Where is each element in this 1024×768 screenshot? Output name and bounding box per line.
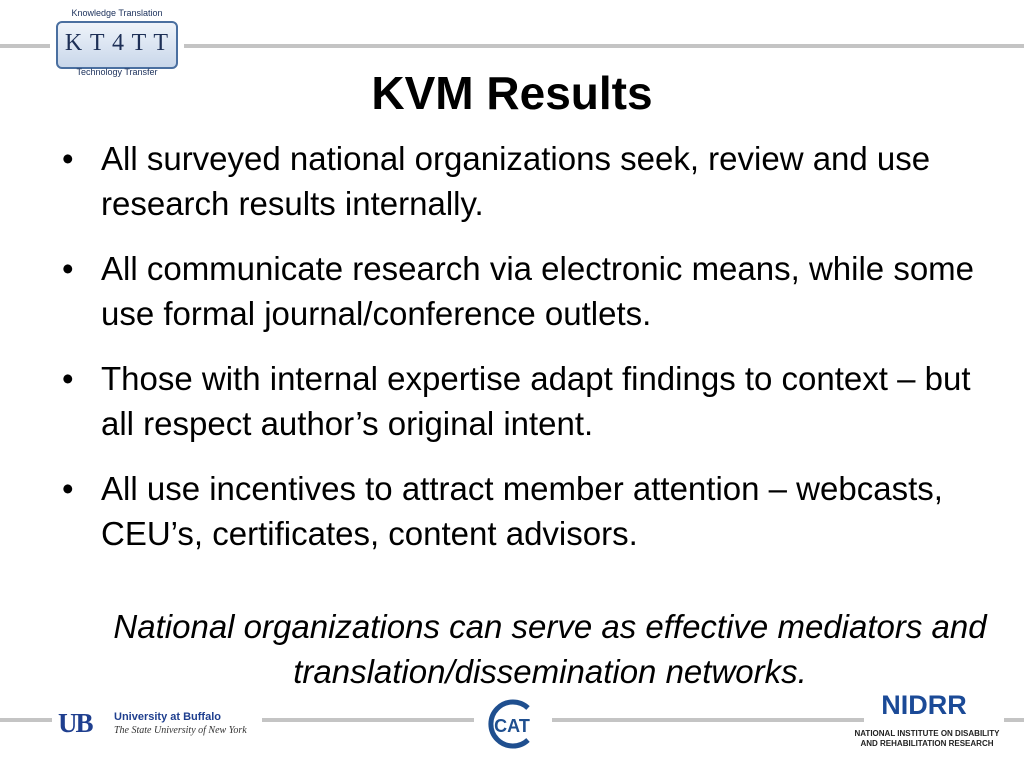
nidrr-line1: NATIONAL INSTITUTE ON DISABILITY (854, 729, 1000, 738)
university-at-buffalo-logo (58, 708, 268, 744)
bullet-item (62, 356, 1012, 446)
bottom-rule (552, 718, 864, 722)
top-rule-right (184, 44, 1024, 48)
kt4tt-logo-line2: Technology Transfer (76, 67, 158, 77)
bullet-item (62, 136, 1012, 226)
bullet-text: All surveyed national organizations seek, review and use research results internally. (101, 140, 931, 222)
bullet-marker: • (62, 250, 74, 287)
top-rule-left (0, 44, 50, 48)
bullet-marker: • (62, 470, 74, 507)
kt4tt-logo-letters: K T 4 T T (64, 30, 170, 56)
kt4tt-logo-line1: Knowledge Translation (71, 8, 163, 18)
bullet-text: All communicate research via electronic means, while some use formal journal/conference outlets. (101, 250, 975, 332)
nidrr-line2: AND REHABILITATION RESEARCH (860, 739, 994, 748)
cat-logo (484, 698, 542, 750)
nidrr-logo (838, 690, 1018, 762)
bullet-item (62, 466, 1012, 556)
cat-logo-text: CAT (494, 716, 530, 736)
bullet-text: Those with internal expertise adapt findings to context – but all respect author’s original intent. (101, 360, 971, 442)
slide-title: KVM Results (371, 67, 653, 119)
nidrr-wordmark: NIDRR (881, 690, 967, 720)
bullet-text: All use incentives to attract member attention – webcasts, CEU’s, certificates, content advisors. (101, 470, 943, 552)
ub-name: University at Buffalo (114, 711, 221, 723)
bottom-rule (0, 718, 52, 722)
bullet-marker: • (62, 140, 74, 177)
ub-subtitle: The State University of New York (114, 725, 247, 736)
bullet-list (62, 136, 1012, 576)
conclusion-text: National organizations can serve as effective mediators and translation/dissemination networks. (113, 608, 987, 690)
bullet-item (62, 246, 1012, 336)
bullet-marker: • (62, 360, 74, 397)
bottom-rule (262, 718, 474, 722)
ub-monogram: UB (58, 708, 92, 738)
